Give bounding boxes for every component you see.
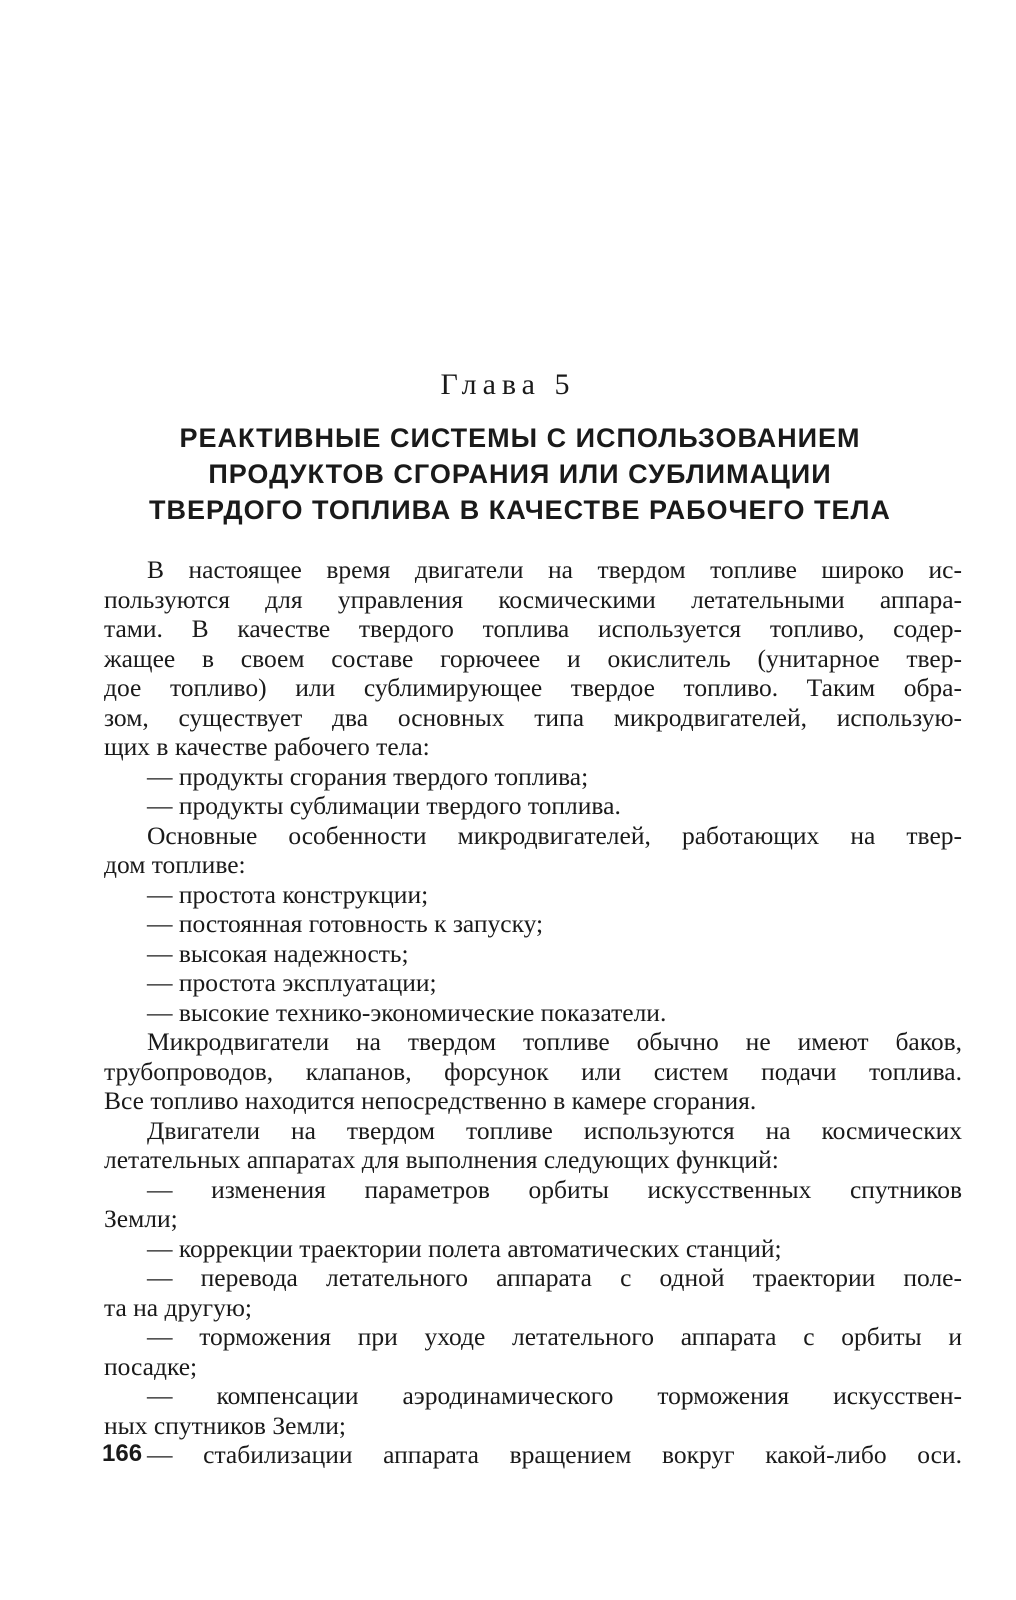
text-line: посадке; [104,1351,198,1381]
chapter-title [120,420,920,528]
text-line: Основные особенности микродвигателей, работающих на твер- [147,820,962,850]
text-line: Двигатели на твердом топливе используются на космических [147,1115,962,1145]
text-line: щих в качестве рабочего тела: [104,732,430,761]
chapter-title-line: ТВЕРДОГО ТОПЛИВА В КАЧЕСТВЕ РАБОЧЕГО ТЕЛА [149,495,891,525]
text-line: дом топливе: [104,850,246,879]
list-item: — высокая надежность; [147,938,409,968]
list-item: — стабилизации аппарата вращением вокруг какой-либо оси. [147,1440,962,1469]
text-line: Микродвигатели на твердом топливе обычно не имеют баков, [147,1027,962,1056]
text-line: В настоящее время двигатели на твердом топливе широко ис- [147,555,962,584]
list-item: — продукты сублимации твердого топлива. [147,791,621,820]
list-item: — коррекции траектории полета автоматических станций; [147,1233,782,1263]
text-line: Земли; [104,1204,178,1233]
text-line: жащее в своем составе горючеее и окислитель (унитарное твер- [104,643,962,673]
body-text [104,555,962,1470]
chapter-title-line: ПРОДУКТОВ СГОРАНИЯ ИЛИ СУБЛИМАЦИИ [208,459,832,489]
list-item: — перевода летательного аппарата с одной траектории поле- [147,1263,962,1292]
list-item: — компенсации аэродинамического торможения искусствен- [147,1381,962,1410]
list-item: — простота эксплуатации; [147,968,437,997]
list-item: — продукты сгорания твердого топлива; [147,761,589,791]
list-item: — постоянная готовность к запуску; [147,909,544,938]
text-line: зом, существует два основных типа микродвигателей, использую- [104,702,962,732]
text-line: пользуются для управления космическими летательными аппара- [104,584,962,614]
text-line: ных спутников Земли; [104,1410,347,1440]
text-line: Все топливо находится непосредственно в камере сгорания. [104,1086,757,1115]
list-item: — изменения параметров орбиты искусственных спутников [147,1174,962,1204]
text-line: дое топливо) или сублимирующее твердое топливо. Таким обра- [104,673,962,702]
chapter-label: Глава 5 [440,368,576,401]
text-line: летательных аппаратах для выполнения следующих функций: [104,1145,779,1174]
list-item: — торможения при уходе летательного аппарата с орбиты и [147,1322,962,1351]
text-line: та на другую; [104,1292,252,1322]
chapter-title-line: РЕАКТИВНЫЕ СИСТЕМЫ С ИСПОЛЬЗОВАНИЕМ [179,423,861,453]
text-line: трубопроводов, клапанов, форсунок или систем подачи топлива. [104,1056,962,1086]
text-line: тами. В качестве твердого топлива используется топливо, содер- [104,614,962,643]
page-number: 166 [102,1440,143,1467]
list-item: — высокие технико-экономические показатели. [147,997,667,1027]
list-item: — простота конструкции; [147,879,429,909]
